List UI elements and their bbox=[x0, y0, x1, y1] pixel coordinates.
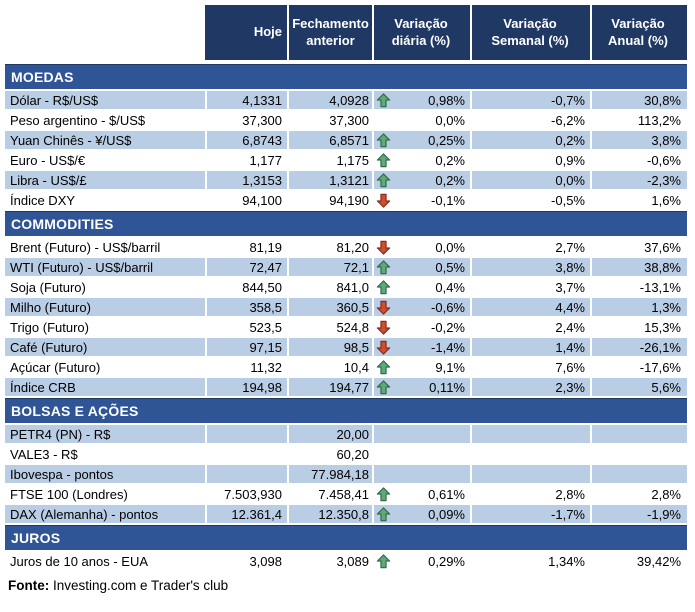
section-header-bolsas-e-acoes bbox=[5, 398, 687, 423]
row-label: Soja (Futuro) bbox=[10, 279, 86, 295]
variacao-diaria-cell bbox=[372, 191, 470, 209]
row-label: Juros de 10 anos - EUA bbox=[10, 553, 149, 569]
section-header-commodities bbox=[5, 211, 687, 236]
variacao-semanal-value: -1,7% bbox=[470, 505, 590, 523]
section-title: COMMODITIES bbox=[11, 216, 114, 232]
table-header-row bbox=[5, 5, 687, 60]
table-row-yuan-chines-us bbox=[5, 131, 687, 151]
table-row-euro-us bbox=[5, 151, 687, 171]
hoje-value: 1,3153 bbox=[205, 171, 287, 189]
table-row-petr4-pn-r bbox=[5, 425, 687, 445]
variacao-anual-value: 3,8% bbox=[590, 131, 687, 149]
variacao-semanal-value: -0,5% bbox=[470, 191, 590, 209]
hoje-value: 12.361,4 bbox=[205, 505, 287, 523]
variacao-semanal-value: 2,8% bbox=[470, 485, 590, 503]
fechamento-anterior-value: 194,77 bbox=[287, 378, 372, 396]
table-row-wti-futuro-us-barril bbox=[5, 258, 687, 278]
variacao-anual-value: -13,1% bbox=[590, 278, 687, 296]
hoje-value: 3,098 bbox=[205, 552, 287, 570]
variacao-diaria-value: 0,2% bbox=[435, 152, 465, 168]
fechamento-anterior-value: 1,3121 bbox=[287, 171, 372, 189]
hoje-value: 94,100 bbox=[205, 191, 287, 209]
table-row-indice-dxy bbox=[5, 191, 687, 211]
variacao-diaria-cell bbox=[372, 238, 470, 256]
variacao-anual-value: -17,6% bbox=[590, 358, 687, 376]
variacao-anual-value: 5,6% bbox=[590, 378, 687, 396]
table-row-milho-futuro bbox=[5, 298, 687, 318]
fechamento-anterior-value: 1,175 bbox=[287, 151, 372, 169]
variacao-anual-value: 113,2% bbox=[590, 111, 687, 129]
row-label: Yuan Chinês - ¥/US$ bbox=[5, 131, 205, 149]
row-label: Milho (Futuro) bbox=[5, 298, 205, 316]
variacao-diaria-cell bbox=[372, 151, 470, 169]
variacao-diaria-value: 0,0% bbox=[435, 112, 465, 128]
down-arrow-icon bbox=[376, 193, 391, 208]
variacao-diaria-cell bbox=[372, 445, 470, 463]
row-label: Libra - US$/£ bbox=[5, 171, 205, 189]
source-note-label: Fonte: bbox=[8, 578, 50, 593]
hoje-value bbox=[205, 445, 287, 463]
variacao-diaria-cell bbox=[372, 425, 470, 443]
hoje-value: 844,50 bbox=[205, 278, 287, 296]
row-label: Trigo (Futuro) bbox=[10, 319, 89, 335]
variacao-anual-value: -0,6% bbox=[590, 151, 687, 169]
section-title: JUROS bbox=[11, 530, 61, 546]
variacao-semanal-value: 2,4% bbox=[470, 318, 590, 336]
table-row-cafe-futuro bbox=[5, 338, 687, 358]
up-arrow-icon bbox=[376, 280, 391, 295]
table-row-dax-alemanha-pontos bbox=[5, 505, 687, 525]
variacao-diaria-cell bbox=[372, 485, 470, 503]
up-arrow-icon bbox=[376, 360, 391, 375]
column-header-hoje: Hoje bbox=[205, 5, 287, 60]
table-row-juros-de-10-anos-eua bbox=[5, 552, 687, 572]
table-row-indice-crb bbox=[5, 378, 687, 398]
section-title: BOLSAS E AÇÕES bbox=[11, 403, 139, 419]
variacao-semanal-value: 0,9% bbox=[470, 151, 590, 169]
fechamento-anterior-value: 20,00 bbox=[287, 425, 372, 443]
variacao-anual-value: 15,3% bbox=[590, 318, 687, 336]
variacao-semanal-value: 7,6% bbox=[470, 358, 590, 376]
table-row-peso-argentino-us bbox=[5, 111, 687, 131]
variacao-diaria-cell bbox=[372, 338, 470, 356]
hoje-value: 72,47 bbox=[205, 258, 287, 276]
variacao-diaria-value: 0,11% bbox=[429, 379, 465, 395]
variacao-semanal-value: 0,2% bbox=[470, 131, 590, 149]
variacao-diaria-cell bbox=[372, 358, 470, 376]
row-label: Brent (Futuro) - US$/barril bbox=[10, 239, 161, 255]
variacao-diaria-cell bbox=[372, 298, 470, 316]
source-note bbox=[5, 578, 687, 593]
variacao-diaria-cell bbox=[372, 131, 470, 149]
hoje-value: 6,8743 bbox=[205, 131, 287, 149]
hoje-value bbox=[205, 425, 287, 443]
fechamento-anterior-value: 7.458,41 bbox=[287, 485, 372, 503]
up-arrow-icon bbox=[376, 380, 391, 395]
variacao-diaria-cell bbox=[372, 552, 470, 570]
fechamento-anterior-value: 4,0928 bbox=[287, 91, 372, 109]
variacao-diaria-value: 0,09% bbox=[428, 506, 465, 522]
financial-table bbox=[5, 5, 687, 593]
hoje-value: 523,5 bbox=[205, 318, 287, 336]
variacao-semanal-value: -0,7% bbox=[470, 91, 590, 109]
variacao-diaria-value: -0,1% bbox=[431, 192, 465, 208]
variacao-anual-value: 2,8% bbox=[590, 485, 687, 503]
fechamento-anterior-value: 77.984,18 bbox=[287, 465, 372, 483]
variacao-anual-value: 37,6% bbox=[590, 238, 687, 256]
variacao-diaria-value: -0,6% bbox=[431, 299, 465, 315]
variacao-diaria-cell bbox=[372, 505, 470, 523]
variacao-diaria-value: 9,1% bbox=[435, 359, 465, 375]
hoje-value: 194,98 bbox=[205, 378, 287, 396]
fechamento-anterior-value: 94,190 bbox=[287, 191, 372, 209]
hoje-value: 1,177 bbox=[205, 151, 287, 169]
row-label: WTI (Futuro) - US$/barril bbox=[5, 258, 205, 276]
row-label: FTSE 100 (Londres) bbox=[10, 486, 128, 502]
variacao-semanal-value: 4,4% bbox=[470, 298, 590, 316]
variacao-diaria-cell bbox=[372, 378, 470, 396]
header-spacer bbox=[5, 5, 205, 60]
variacao-diaria-value: -1,4% bbox=[431, 339, 465, 355]
row-label: Euro - US$/€ bbox=[10, 152, 86, 168]
up-arrow-icon bbox=[376, 153, 391, 168]
up-arrow-icon bbox=[376, 554, 391, 569]
fechamento-anterior-value: 6,8571 bbox=[287, 131, 372, 149]
row-label: PETR4 (PN) - R$ bbox=[5, 425, 205, 443]
row-label: Café (Futuro) bbox=[5, 338, 205, 356]
hoje-value: 4,1331 bbox=[205, 91, 287, 109]
fechamento-anterior-value: 3,089 bbox=[287, 552, 372, 570]
variacao-semanal-value bbox=[470, 445, 590, 463]
hoje-value: 97,15 bbox=[205, 338, 287, 356]
table-row-ibovespa-pontos bbox=[5, 465, 687, 485]
variacao-diaria-value: 0,25% bbox=[428, 132, 465, 148]
row-label: Índice CRB bbox=[5, 378, 205, 396]
up-arrow-icon bbox=[376, 93, 391, 108]
variacao-semanal-value: 3,7% bbox=[470, 278, 590, 296]
variacao-diaria-value: 0,5% bbox=[435, 259, 465, 275]
variacao-anual-value: -2,3% bbox=[590, 171, 687, 189]
fechamento-anterior-value: 12.350,8 bbox=[287, 505, 372, 523]
up-arrow-icon bbox=[376, 260, 391, 275]
table-row-brent-futuro-us-barril bbox=[5, 238, 687, 258]
variacao-anual-value bbox=[590, 445, 687, 463]
row-label: Dólar - R$/US$ bbox=[5, 91, 205, 109]
variacao-diaria-cell bbox=[372, 278, 470, 296]
table-row-ftse-100-londres bbox=[5, 485, 687, 505]
fechamento-anterior-value: 37,300 bbox=[287, 111, 372, 129]
up-arrow-icon bbox=[376, 173, 391, 188]
fechamento-anterior-value: 841,0 bbox=[287, 278, 372, 296]
variacao-anual-value bbox=[590, 465, 687, 483]
down-arrow-icon bbox=[376, 340, 391, 355]
fechamento-anterior-value: 72,1 bbox=[287, 258, 372, 276]
table-row-libra-us bbox=[5, 171, 687, 191]
fechamento-anterior-value: 360,5 bbox=[287, 298, 372, 316]
variacao-diaria-value: 0,2% bbox=[435, 172, 465, 188]
hoje-value: 37,300 bbox=[205, 111, 287, 129]
source-note-text: Investing.com e Trader's club bbox=[49, 578, 229, 593]
variacao-semanal-value: 1,34% bbox=[470, 552, 590, 570]
variacao-diaria-value: 0,61% bbox=[428, 486, 465, 502]
variacao-anual-value: 1,3% bbox=[590, 298, 687, 316]
section-header-moedas bbox=[5, 64, 687, 89]
variacao-diaria-cell bbox=[372, 258, 470, 276]
variacao-diaria-value: 0,98% bbox=[428, 92, 465, 108]
variacao-diaria-cell bbox=[372, 171, 470, 189]
variacao-diaria-value: 0,4% bbox=[435, 279, 465, 295]
table-row-dolar-r-us bbox=[5, 91, 687, 111]
variacao-semanal-value: 0,0% bbox=[470, 171, 590, 189]
variacao-diaria-cell bbox=[372, 318, 470, 336]
up-arrow-icon bbox=[376, 133, 391, 148]
row-label: Índice DXY bbox=[10, 192, 76, 208]
column-header-variacao-anual: Variação Anual (%) bbox=[590, 5, 687, 60]
variacao-semanal-value bbox=[470, 425, 590, 443]
row-label: Ibovespa - pontos bbox=[5, 465, 205, 483]
variacao-anual-value: -1,9% bbox=[590, 505, 687, 523]
variacao-anual-value: 38,8% bbox=[590, 258, 687, 276]
table-row-soja-futuro bbox=[5, 278, 687, 298]
row-label: VALE3 - R$ bbox=[10, 446, 78, 462]
row-label: Peso argentino - $/US$ bbox=[10, 112, 146, 128]
fechamento-anterior-value: 98,5 bbox=[287, 338, 372, 356]
table-row-vale3-r bbox=[5, 445, 687, 465]
variacao-anual-value: 30,8% bbox=[590, 91, 687, 109]
row-label: Açúcar (Futuro) bbox=[10, 359, 101, 375]
variacao-semanal-value: 1,4% bbox=[470, 338, 590, 356]
column-header-variacao-semanal: Variação Semanal (%) bbox=[470, 5, 590, 60]
variacao-diaria-value: 0,0% bbox=[435, 239, 465, 255]
table-row-acucar-futuro bbox=[5, 358, 687, 378]
row-label: DAX (Alemanha) - pontos bbox=[5, 505, 205, 523]
variacao-anual-value: -26,1% bbox=[590, 338, 687, 356]
variacao-diaria-cell bbox=[372, 111, 470, 129]
down-arrow-icon bbox=[376, 240, 391, 255]
hoje-value: 11,32 bbox=[205, 358, 287, 376]
hoje-value bbox=[205, 465, 287, 483]
variacao-semanal-value bbox=[470, 465, 590, 483]
variacao-anual-value: 1,6% bbox=[590, 191, 687, 209]
variacao-diaria-cell bbox=[372, 91, 470, 109]
variacao-diaria-value: 0,29% bbox=[428, 553, 465, 569]
column-header-variacao-diaria: Variação diária (%) bbox=[372, 5, 470, 60]
fechamento-anterior-value: 524,8 bbox=[287, 318, 372, 336]
section-title: MOEDAS bbox=[11, 69, 74, 85]
down-arrow-icon bbox=[376, 320, 391, 335]
variacao-anual-value: 39,42% bbox=[590, 552, 687, 570]
hoje-value: 358,5 bbox=[205, 298, 287, 316]
down-arrow-icon bbox=[376, 300, 391, 315]
fechamento-anterior-value: 10,4 bbox=[287, 358, 372, 376]
section-header-juros bbox=[5, 525, 687, 550]
hoje-value: 81,19 bbox=[205, 238, 287, 256]
fechamento-anterior-value: 60,20 bbox=[287, 445, 372, 463]
variacao-diaria-value: -0,2% bbox=[431, 319, 465, 335]
column-header-fechamento-anterior: Fechamento anterior bbox=[287, 5, 372, 60]
hoje-value: 7.503,930 bbox=[205, 485, 287, 503]
variacao-semanal-value: -6,2% bbox=[470, 111, 590, 129]
variacao-anual-value bbox=[590, 425, 687, 443]
fechamento-anterior-value: 81,20 bbox=[287, 238, 372, 256]
up-arrow-icon bbox=[376, 487, 391, 502]
variacao-semanal-value: 3,8% bbox=[470, 258, 590, 276]
variacao-diaria-cell bbox=[372, 465, 470, 483]
table-row-trigo-futuro bbox=[5, 318, 687, 338]
variacao-semanal-value: 2,7% bbox=[470, 238, 590, 256]
variacao-semanal-value: 2,3% bbox=[470, 378, 590, 396]
table-body bbox=[5, 64, 687, 572]
up-arrow-icon bbox=[376, 507, 391, 522]
